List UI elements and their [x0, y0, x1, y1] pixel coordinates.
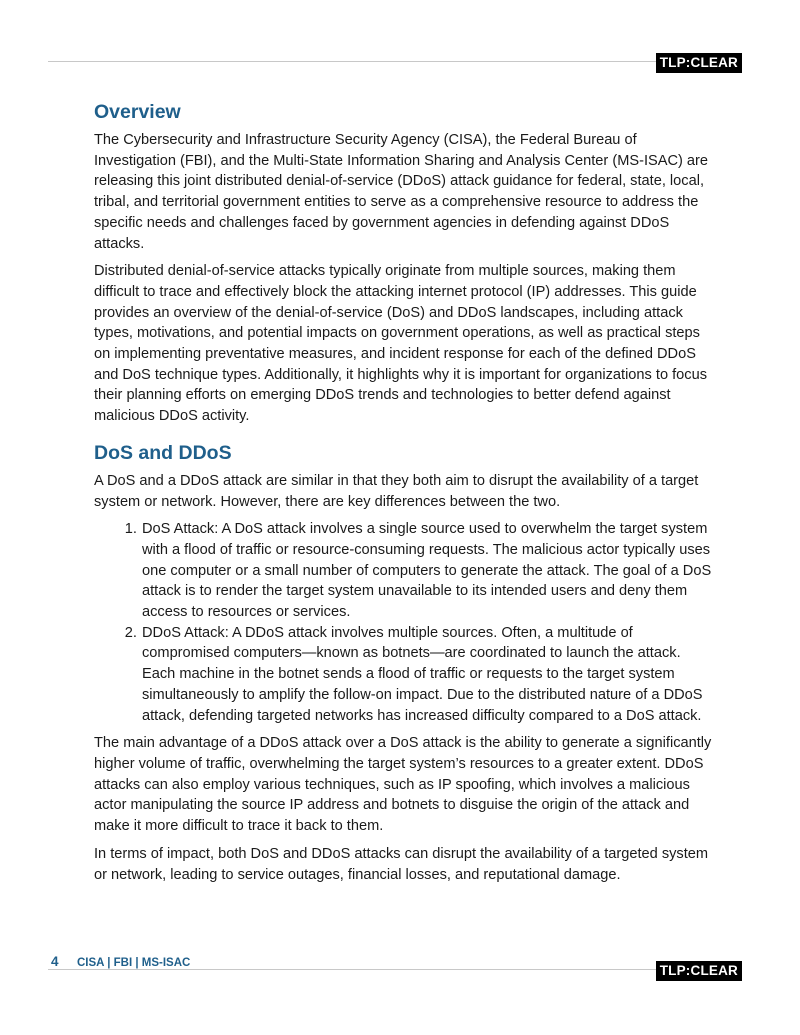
attack-types-list [94, 519, 716, 726]
tlp-badge-header: TLP:CLEAR [656, 53, 742, 73]
page-number: 4 [51, 954, 59, 969]
overview-paragraph-2: Distributed denial-of-service attacks typically originate from multiple sources, making them difficult to trace and effectively block the attacking internet protocol (IP) addresses. This guide provides an overview of the denial-of-service (DoS) and DDoS landscapes, including attack types, motivations, and potential impacts on government operations, as well as practical steps on implementing preventative measures, and incident response for each of the defined DDoS and DoS technique types. Additionally, it highlights why it is important for organizations to focus their planning efforts on emerging DDoS trends and technologies to better defend against malicious DDoS activity. [94, 263, 708, 425]
dos-ddos-paragraph-impact: In terms of impact, both DoS and DDoS attacks can disrupt the availability of a targeted system or network, leading to service outages, financial losses, and reputational damage. [94, 845, 709, 883]
list-item-dos-attack: 1. DoS Attack: A DoS attack involves a single source used to overwhelm the target system with a flood of traffic or resource-consuming requests. The malicious actor typically uses one computer or a small number of computers to generate the attack. The goal of a DoS attack is to render the target system unavailable to its intended users and deny them access to resources or services. [141, 519, 716, 623]
page-content [94, 98, 716, 892]
footer-divider [48, 969, 742, 970]
footer-agencies: CISA | FBI | MS-ISAC [76, 957, 191, 969]
dos-ddos-heading: DoS and DDoS [94, 441, 232, 464]
list-item-ddos-attack: 2. DDoS Attack: A DDoS attack involves multiple sources. Often, a multitude of compromised computers—known as botnets—are coordinated to launch the attack. Each machine in the botnet sends a flood of traffic or requests to the target system simultaneously to amplify the follow-on impact. Due to the distributed nature of a DDoS attack, defending targeted networks has increased difficulty compared to a DoS attack. [141, 623, 716, 727]
dos-ddos-paragraph-advantage: The main advantage of a DDoS attack over a DoS attack is the ability to generate a significantly higher volume of traffic, overwhelming the target system’s resources to a greater extent. DDoS attacks can also employ various techniques, such as IP spoofing, which involves a malicious actor manipulating the source IP address and botnets to disguise the origin of the attack and make it more difficult to trace it back to them. [94, 735, 712, 835]
header-divider [48, 61, 742, 62]
tlp-badge-footer: TLP:CLEAR [656, 961, 742, 981]
overview-paragraph-1: The Cybersecurity and Infrastructure Security Agency (CISA), the Federal Bureau of Investigation (FBI), and the Multi-State Information Sharing and Analysis Center (MS-ISAC) are releasing this joint distributed denial-of-service (DDoS) attack guidance for federal, state, local, tribal, and territorial government entities to serve as a comprehensive resource to address the specific needs and challenges faced by government agencies in defending against DDoS attacks. [94, 132, 709, 252]
overview-heading: Overview [94, 101, 181, 123]
dos-ddos-intro: A DoS and a DDoS attack are similar in that they both aim to disrupt the availability of a target system or network. However, there are key differences between the two. [94, 472, 699, 510]
